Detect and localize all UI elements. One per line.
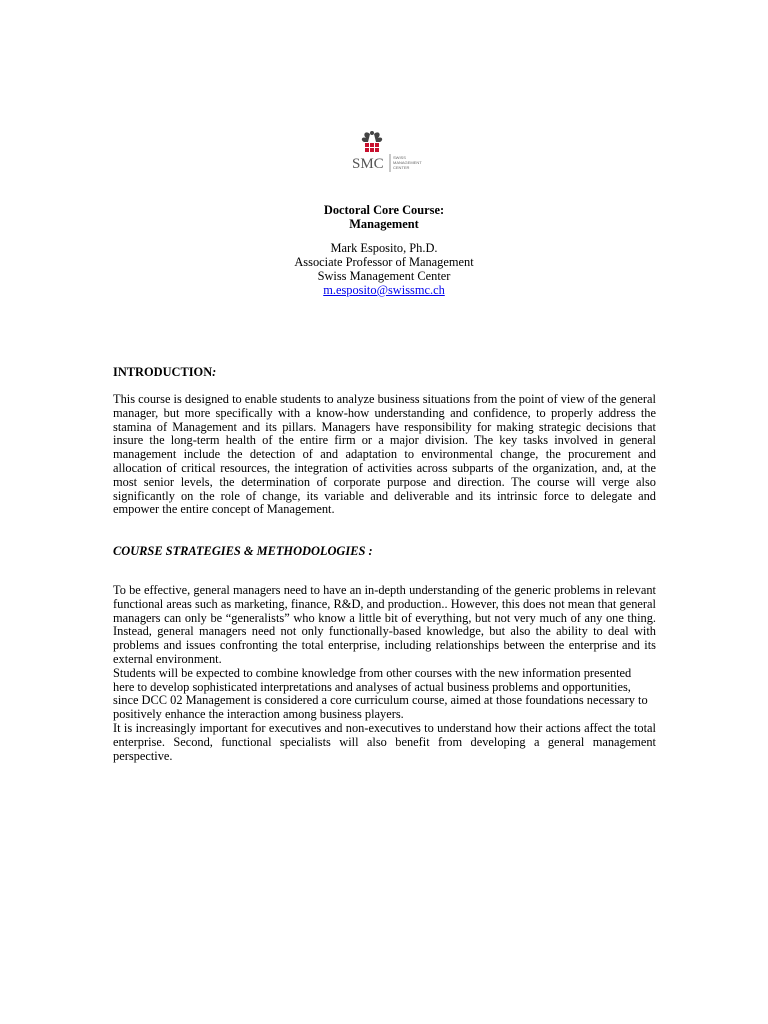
course-title-line1: Doctoral Core Course: bbox=[323, 203, 445, 217]
author-email-link[interactable]: m.esposito@swissmc.ch bbox=[323, 283, 445, 297]
author-position: Associate Professor of Management bbox=[294, 255, 474, 269]
strategies-heading: COURSE STRATEGIES & METHODOLOGIES : bbox=[113, 544, 373, 558]
strategies-paragraph-2-line-2: here to develop sophisticated interpretations and analyses of actual business problems and opportunities, bbox=[113, 679, 631, 694]
introduction-heading: INTRODUCTION: bbox=[113, 365, 217, 379]
author-institution: Swiss Management Center bbox=[317, 269, 451, 283]
author-name: Mark Esposito, Ph.D. bbox=[330, 241, 438, 255]
strategies-paragraph-2-line-1: Students will be expected to combine knowledge from other courses with the new information presented bbox=[113, 665, 632, 680]
logo-monogram: SMC bbox=[352, 156, 384, 172]
smc-logo bbox=[338, 130, 438, 182]
logo-text-swiss: SWISS bbox=[393, 155, 406, 160]
strategies-paragraph-2-line-4: positively enhance the interaction among business players. bbox=[113, 707, 404, 722]
logo-text-management: MANAGEMENT bbox=[393, 160, 422, 165]
author-block bbox=[0, 241, 768, 297]
strategies-section bbox=[113, 584, 656, 763]
strategies-paragraph-1: To be effective, general managers need to have an in-depth understanding of the generic problems in relevant functional areas such as marketing, finance, R&D, and production.. However, this does not mean that general managers can only be “generalists” who know a little bit of everything, but not very much of any one thing. Instead, general managers need not only functionally-based knowledge, but also the ability to deal with problems and issues confronting the total enterprise, including relationships between the enterprise and its external environment. bbox=[113, 583, 656, 666]
strategies-paragraph-3: It is increasingly important for executives and non-executives to understand how their actions affect the total enterprise. Second, functional specialists will also benefit from developing a general management perspective. bbox=[113, 720, 656, 763]
introduction-paragraph: This course is designed to enable students to analyze business situations from the point of view of the general manager, but more specifically with a know-how understanding and confidence, to properly address the stamina of Management and its pillars. Managers have responsibility for making strategic decisions that insure the long-term health of the entire firm or a major division. The key tasks involved in general management include the detection of and adaptation to environmental change, the procurement and allocation of critical resources, the integration of activities across subparts of the organization, and, at the most senior levels, the determination of corporate purpose and direction. The course will verge also significantly on the role of change, its variable and deliverable and its intrinsic force to delegate and empower the entire concept of Management. bbox=[113, 392, 656, 517]
course-title bbox=[0, 203, 768, 231]
strategies-paragraph-2-line-3: since DCC 02 Management is considered a core curriculum course, aimed at those foundations necessary to bbox=[113, 693, 648, 708]
logo-text-center: CENTER bbox=[393, 165, 410, 170]
course-title-line2: Management bbox=[349, 217, 419, 231]
